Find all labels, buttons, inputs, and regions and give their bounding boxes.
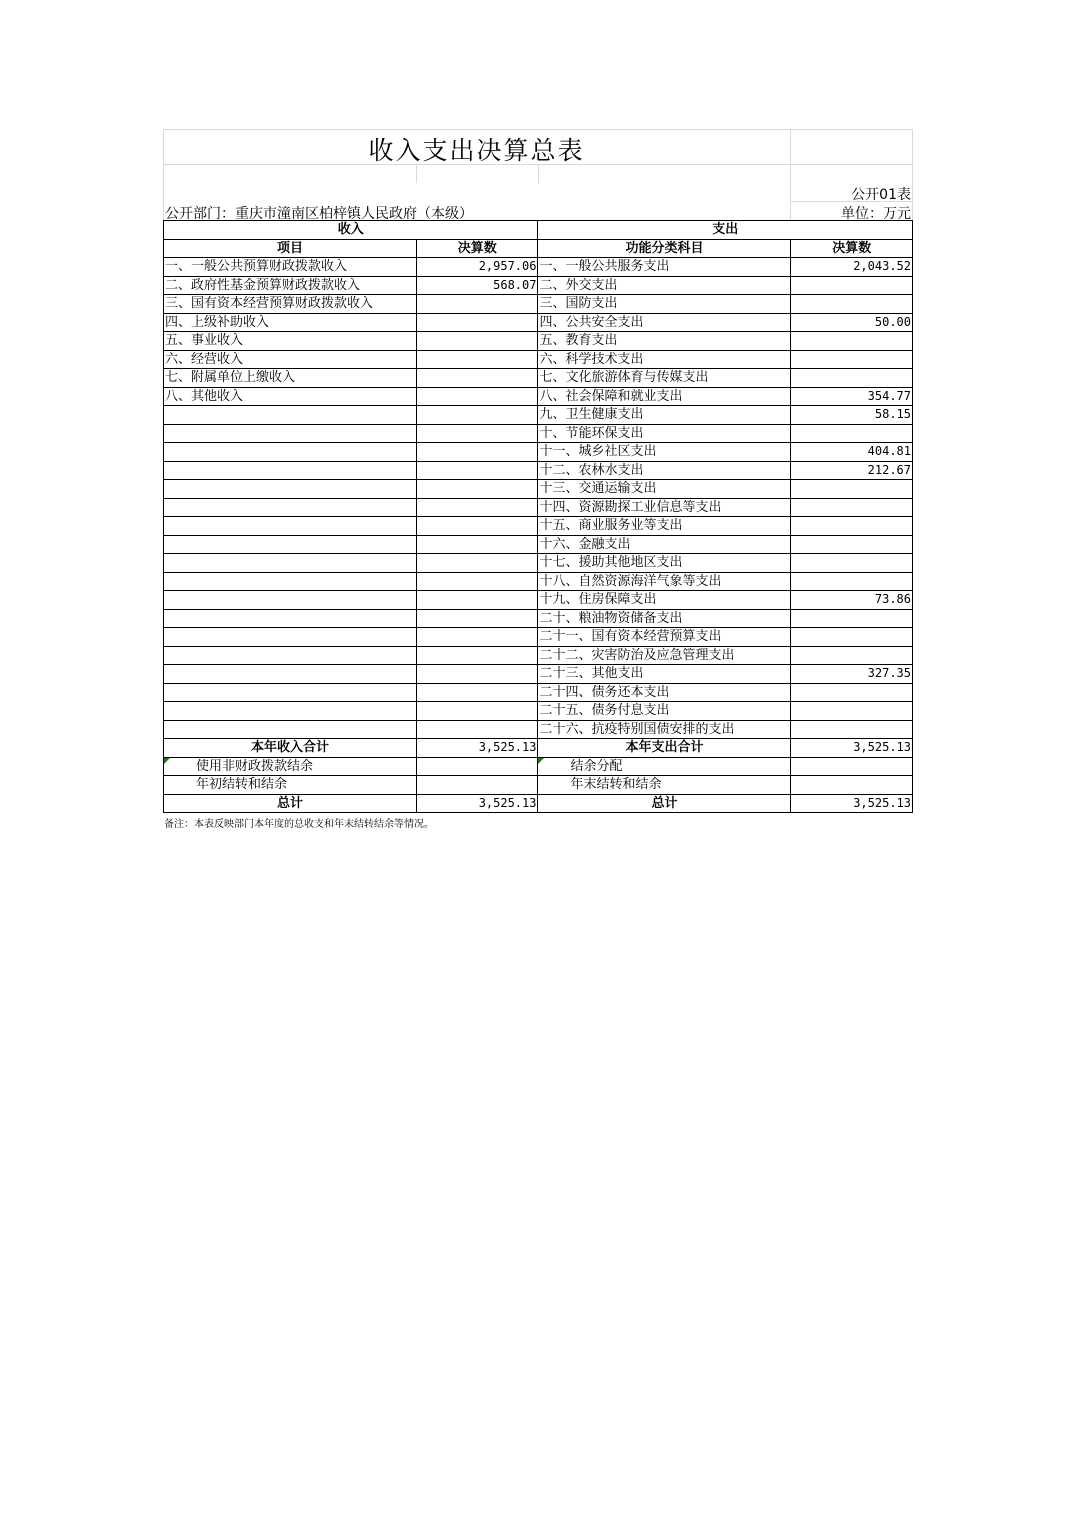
income-item-cell (164, 424, 417, 443)
expense-item-cell: 一、一般公共服务支出 (538, 258, 791, 277)
table-row (164, 332, 913, 351)
income-amount-cell (417, 683, 538, 702)
expense-amount-cell (791, 702, 913, 721)
income-amount-cell (417, 350, 538, 369)
table-row (164, 295, 913, 314)
surplus-alloc-value (791, 757, 913, 776)
income-item-cell (164, 591, 417, 610)
income-item-cell (164, 572, 417, 591)
expense-item-cell: 九、卫生健康支出 (538, 406, 791, 425)
expense-section-header: 支出 (538, 221, 913, 240)
table-row (164, 313, 913, 332)
income-amount-cell (417, 572, 538, 591)
income-item-cell (164, 554, 417, 573)
page-title: 收入支出决算总表 (368, 136, 585, 165)
income-item-cell (164, 665, 417, 684)
expense-item-cell: 十八、自然资源海洋气象等支出 (538, 572, 791, 591)
income-amount-cell (417, 295, 538, 314)
income-section-header: 收入 (164, 221, 538, 240)
carry-row (164, 776, 913, 795)
expense-amount-cell (791, 554, 913, 573)
income-item-cell (164, 443, 417, 462)
expense-amount-cell: 50.00 (791, 313, 913, 332)
expense-amount-cell (791, 480, 913, 499)
income-item-cell: 七、附属单位上缴收入 (164, 369, 417, 388)
income-amount-cell (417, 554, 538, 573)
begin-carry-label: 年初结转和结余 (164, 776, 417, 795)
income-amount-cell (417, 609, 538, 628)
income-amount-cell: 2,957.06 (417, 258, 538, 277)
surplus-alloc-label: 结余分配 (538, 757, 791, 776)
data-rows (164, 258, 913, 739)
income-item-cell (164, 406, 417, 425)
section-header-row (164, 221, 913, 240)
income-item-cell: 三、国有资本经营预算财政拨款收入 (164, 295, 417, 314)
income-amount-cell (417, 498, 538, 517)
form-number: 公开01表 (851, 187, 911, 203)
table-row (164, 702, 913, 721)
income-amount-cell (417, 461, 538, 480)
income-item-cell: 八、其他收入 (164, 387, 417, 406)
table-row (164, 480, 913, 499)
income-item-cell (164, 517, 417, 536)
nonfiscal-value (417, 757, 538, 776)
table-row (164, 646, 913, 665)
end-carry-label: 年末结转和结余 (538, 776, 791, 795)
income-amount-cell (417, 591, 538, 610)
department-label: 公开部门：重庆市潼南区柏梓镇人民政府（本级） (165, 206, 473, 222)
nonfiscal-row (164, 757, 913, 776)
table-row (164, 369, 913, 388)
expense-amount-cell (791, 683, 913, 702)
expense-amount-cell (791, 517, 913, 536)
income-item-cell: 二、政府性基金预算财政拨款收入 (164, 276, 417, 295)
table-row (164, 720, 913, 739)
income-amount-cell (417, 720, 538, 739)
income-amount-cell (417, 517, 538, 536)
income-year-total-value: 3,525.13 (417, 739, 538, 758)
report-sheet (163, 129, 913, 830)
income-amount-cell (417, 424, 538, 443)
expense-amount-cell: 327.35 (791, 665, 913, 684)
income-amount-cell (417, 313, 538, 332)
expense-item-cell: 五、教育支出 (538, 332, 791, 351)
totals-section (164, 739, 913, 813)
expense-amount-cell (791, 572, 913, 591)
table-row (164, 572, 913, 591)
expense-amount-cell (791, 498, 913, 517)
expense-item-cell: 十九、住房保障支出 (538, 591, 791, 610)
expense-amount-cell (791, 720, 913, 739)
grand-total-expense-value: 3,525.13 (791, 794, 913, 813)
income-item-cell (164, 609, 417, 628)
income-item-cell (164, 720, 417, 739)
income-year-total-label: 本年收入合计 (164, 739, 417, 758)
nonfiscal-label: 使用非财政拨款结余 (164, 757, 417, 776)
expense-item-cell: 七、文化旅游体育与传媒支出 (538, 369, 791, 388)
table-row (164, 628, 913, 647)
table-row (164, 461, 913, 480)
grand-total-income-value: 3,525.13 (417, 794, 538, 813)
table-row (164, 498, 913, 517)
expense-amount-cell (791, 369, 913, 388)
income-item-cell: 五、事业收入 (164, 332, 417, 351)
expense-item-cell: 二十六、抗疫特别国债安排的支出 (538, 720, 791, 739)
expense-year-total-value: 3,525.13 (791, 739, 913, 758)
expense-item-cell: 二十一、国有资本经营预算支出 (538, 628, 791, 647)
expense-item-cell: 四、公共安全支出 (538, 313, 791, 332)
income-amount-cell (417, 646, 538, 665)
meta-block (163, 183, 913, 220)
expense-amount-cell (791, 609, 913, 628)
table-row (164, 683, 913, 702)
expense-amount-cell (791, 535, 913, 554)
table-row (164, 609, 913, 628)
expense-item-cell: 十四、资源勘探工业信息等支出 (538, 498, 791, 517)
expense-amount-cell: 212.67 (791, 461, 913, 480)
table-row (164, 554, 913, 573)
income-amount-cell (417, 535, 538, 554)
footnote: 备注：本表反映部门本年度的总收支和年末结转结余等情况。 (164, 819, 434, 830)
expense-amount-cell (791, 646, 913, 665)
expense-item-cell: 八、社会保障和就业支出 (538, 387, 791, 406)
expense-item-cell: 二十五、债务付息支出 (538, 702, 791, 721)
income-item-cell (164, 628, 417, 647)
expense-item-cell: 二十、粮油物资储备支出 (538, 609, 791, 628)
table-row (164, 424, 913, 443)
amount-column-header: 决算数 (417, 239, 538, 258)
expense-item-cell: 十二、农林水支出 (538, 461, 791, 480)
budget-table (163, 220, 913, 813)
table-row (164, 258, 913, 277)
income-amount-cell (417, 387, 538, 406)
income-item-cell (164, 498, 417, 517)
expense-amount-cell: 2,043.52 (791, 258, 913, 277)
grand-total-row (164, 794, 913, 813)
function-item-column-header: 功能分类科目 (538, 239, 791, 258)
expense-amount-cell (791, 332, 913, 351)
unit-label: 单位：万元 (841, 206, 911, 222)
income-amount-cell (417, 665, 538, 684)
expense-item-cell: 十五、商业服务业等支出 (538, 517, 791, 536)
expense-amount-cell (791, 350, 913, 369)
expense-item-cell: 二十二、灾害防治及应急管理支出 (538, 646, 791, 665)
expense-amount-cell: 404.81 (791, 443, 913, 462)
expense-amount-cell: 58.15 (791, 406, 913, 425)
amount2-column-header: 决算数 (791, 239, 913, 258)
expense-amount-cell (791, 295, 913, 314)
expense-item-cell: 二十三、其他支出 (538, 665, 791, 684)
income-item-cell (164, 480, 417, 499)
grand-total-income-label: 总计 (164, 794, 417, 813)
expense-amount-cell: 354.77 (791, 387, 913, 406)
income-amount-cell (417, 369, 538, 388)
begin-carry-value (417, 776, 538, 795)
table-row (164, 517, 913, 536)
expense-year-total-label: 本年支出合计 (538, 739, 791, 758)
income-amount-cell (417, 332, 538, 351)
income-amount-cell (417, 406, 538, 425)
column-header-row (164, 239, 913, 258)
table-row (164, 350, 913, 369)
year-total-row (164, 739, 913, 758)
expense-item-cell: 二十四、债务还本支出 (538, 683, 791, 702)
income-item-cell: 一、一般公共预算财政拨款收入 (164, 258, 417, 277)
income-amount-cell (417, 628, 538, 647)
expense-item-cell: 二、外交支出 (538, 276, 791, 295)
income-item-cell: 四、上级补助收入 (164, 313, 417, 332)
income-item-cell (164, 683, 417, 702)
income-item-cell: 六、经营收入 (164, 350, 417, 369)
expense-amount-cell (791, 276, 913, 295)
table-row (164, 535, 913, 554)
table-row (164, 591, 913, 610)
expense-item-cell: 十七、援助其他地区支出 (538, 554, 791, 573)
expense-item-cell: 十三、交通运输支出 (538, 480, 791, 499)
income-amount-cell (417, 480, 538, 499)
grand-total-expense-label: 总计 (538, 794, 791, 813)
income-item-cell (164, 535, 417, 554)
income-amount-cell (417, 443, 538, 462)
expense-item-cell: 六、科学技术支出 (538, 350, 791, 369)
income-item-cell (164, 646, 417, 665)
table-row (164, 276, 913, 295)
item-column-header: 项目 (164, 239, 417, 258)
title-block (163, 129, 913, 183)
expense-item-cell: 十、节能环保支出 (538, 424, 791, 443)
table-row (164, 387, 913, 406)
income-amount-cell (417, 702, 538, 721)
table-row (164, 443, 913, 462)
table-row (164, 406, 913, 425)
income-item-cell (164, 461, 417, 480)
expense-amount-cell: 73.86 (791, 591, 913, 610)
expense-item-cell: 三、国防支出 (538, 295, 791, 314)
income-item-cell (164, 702, 417, 721)
expense-item-cell: 十一、城乡社区支出 (538, 443, 791, 462)
income-amount-cell: 568.07 (417, 276, 538, 295)
expense-amount-cell (791, 424, 913, 443)
expense-amount-cell (791, 628, 913, 647)
expense-item-cell: 十六、金融支出 (538, 535, 791, 554)
table-row (164, 665, 913, 684)
end-carry-value (791, 776, 913, 795)
